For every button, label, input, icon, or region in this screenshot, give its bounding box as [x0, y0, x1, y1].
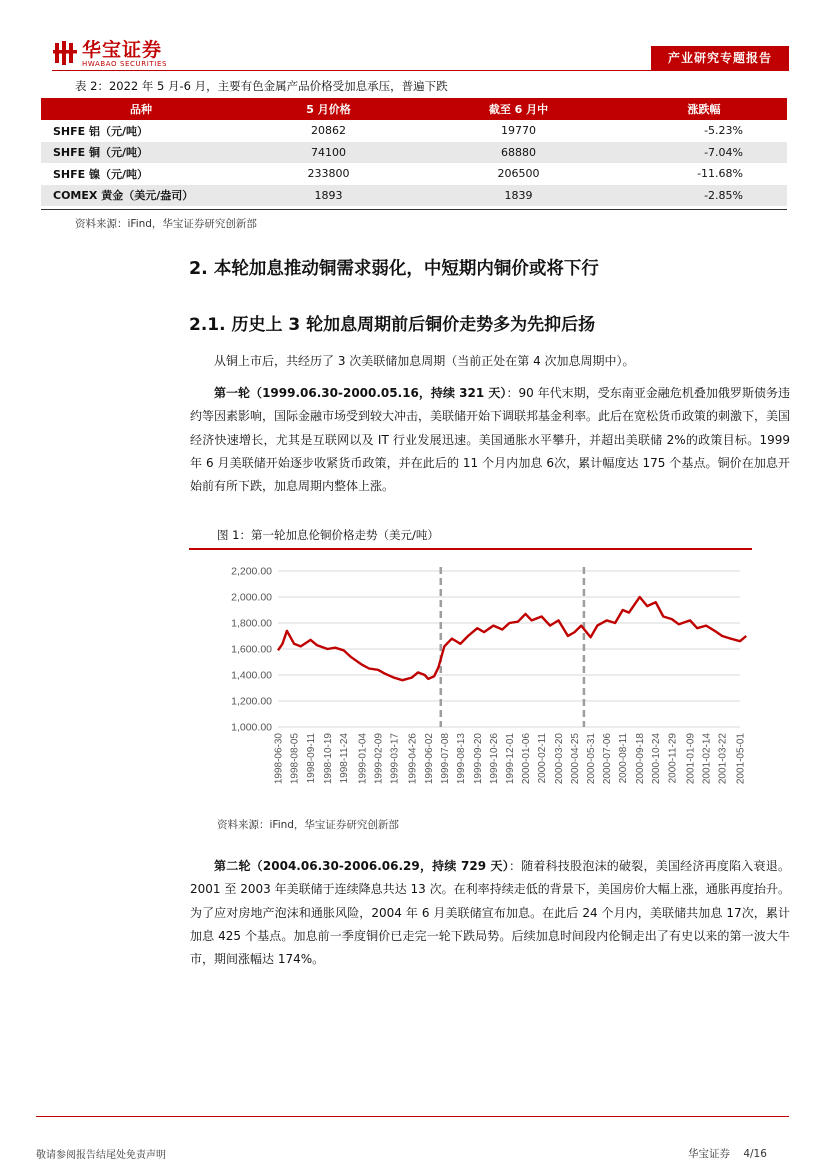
- y-tick-label: 2,200.00: [231, 565, 272, 578]
- paragraph-round-1: [190, 382, 790, 498]
- table-caption: 表 2：2022 年 5 月-6 月，主要有色金属产品价格受加息承压，普遍下跌: [75, 79, 448, 93]
- table-row: [41, 163, 787, 185]
- table-cell-name: SHFE 铜（元/吨）: [41, 142, 241, 164]
- x-tick-label: 1999-07-08: [439, 733, 451, 785]
- x-tick-label: 1999-02-09: [373, 733, 385, 785]
- y-tick-label: 2,000.00: [231, 591, 272, 604]
- paragraph-round-2: [190, 855, 790, 971]
- table-header-cell: 截至 6 月中: [416, 98, 621, 120]
- y-tick-label: 1,600.00: [231, 643, 272, 656]
- table-cell-name: SHFE 镍（元/吨）: [53, 167, 149, 181]
- table-cell-name: COMEX 黄金（美元/盎司）: [41, 185, 241, 207]
- table-header-cell: 品种: [41, 98, 241, 120]
- x-tick-label: 1998-10-19: [323, 733, 334, 785]
- round-2-title: 第二轮（2004.06.30-2006.06.29，持续 729 天）: [214, 859, 509, 873]
- x-tick-label: 2000-02-11: [537, 733, 549, 784]
- table-row: [41, 120, 787, 142]
- table-cell-june: 68880: [416, 142, 621, 164]
- x-tick-label: 1999-06-02: [423, 733, 435, 785]
- y-tick-label: 1,800.00: [231, 617, 272, 630]
- logo-mark-icon: [52, 40, 78, 66]
- table-cell-name: SHFE 铝（元/吨）: [53, 124, 149, 138]
- table-header-cell: 涨跌幅: [621, 98, 787, 120]
- table-cell-change: -7.04%: [621, 142, 787, 164]
- x-tick-label: 1998-08-05: [289, 733, 301, 785]
- company-logo: [52, 40, 167, 69]
- x-tick-label: 1999-04-26: [407, 733, 419, 785]
- section-heading: 2. 本轮加息推动铜需求弱化，中短期内铜价或将下行: [189, 259, 599, 279]
- round-2-text: ：随着科技股泡沫的破裂，美国经济再度陷入衰退。2001 至 2003 年美联储于连续降息共达 13 次。在利率持续走低的背景下，美国房价大幅上涨，通胀再度抬升。为了应对房地产泡沫和通胀风险，2004 年 6 月美联储宣布加息。在此后 24 个月内，美联储共加息 17次，累计加息 425 个基点。加息前一季度铜价已走完一轮下跌局势。后续加息时间段内伦铜走出了有史以来的第一波大牛市，期间涨幅达 174%。: [190, 859, 790, 967]
- x-tick-label: 1998-09-11: [306, 733, 318, 784]
- x-tick-label: 1999-08-13: [455, 733, 467, 785]
- table-header-row: [41, 98, 787, 120]
- table-cell-june: 19770: [501, 124, 536, 138]
- footer-page-info: [688, 1146, 767, 1161]
- figure-source: 资料来源：iFind，华宝证券研究创新部: [217, 819, 399, 831]
- table-cell-change: -5.23%: [704, 124, 743, 138]
- logo-name-en: HWABAO SECURITIES: [82, 60, 168, 68]
- x-tick-label: 2000-03-20: [554, 733, 565, 785]
- table-bottom-rule: [41, 209, 787, 210]
- x-tick-label: 2000-09-18: [635, 733, 647, 785]
- x-tick-label: 2001-05-01: [735, 733, 747, 785]
- x-tick-label: 2000-01-06: [521, 733, 532, 785]
- table-cell-may: 233800: [307, 167, 350, 181]
- price-table: [41, 98, 787, 206]
- figure-top-rule: [189, 548, 752, 550]
- table-cell-june: 1839: [416, 185, 621, 207]
- table-cell-change: -2.85%: [621, 185, 787, 207]
- x-tick-label: 1999-10-26: [488, 733, 500, 785]
- x-tick-label: 1999-01-04: [357, 733, 369, 785]
- table-cell-june: 206500: [497, 167, 540, 181]
- header-divider: [52, 70, 789, 71]
- x-tick-label: 1999-12-01: [504, 733, 516, 785]
- x-tick-label: 2000-05-31: [586, 733, 598, 785]
- x-tick-label: 2000-07-06: [602, 733, 614, 785]
- report-type-badge: 产业研究专题报告: [651, 46, 789, 70]
- x-tick-label: 2000-10-24: [651, 733, 663, 785]
- y-tick-label: 1,000.00: [231, 721, 272, 734]
- logo-name-cn: 华宝证券: [82, 39, 163, 61]
- subsection-heading: 2.1. 历史上 3 轮加息周期前后铜价走势多为先抑后扬: [189, 315, 596, 335]
- x-tick-label: 1998-11-24: [339, 733, 351, 784]
- x-tick-label: 2001-02-14: [701, 733, 713, 785]
- round-1-text: ：90 年代末期，受东南亚金融危机叠加俄罗斯债务违约等因素影响，国际金融市场受到较大冲击，美联储开始下调联邦基金利率。此后在宽松货币政策的刺激下，美国经济快速增长，尤其是互联网以及 IT 行业发展迅速。美国通胀水平攀升，并超出美联储 2%的政策目标。1999 年 6 月美联储开始逐步收紧货币政策，并在此后的 11 个月内加息 6次，累计幅度达 175 个基点。铜价在加息开始前有所下跌，加息周期内整体上涨。: [190, 386, 791, 494]
- table-cell-may: 20862: [311, 124, 346, 138]
- table-cell-change: -11.68%: [697, 167, 743, 181]
- footer-divider: [36, 1116, 789, 1117]
- y-tick-label: 1,200.00: [231, 695, 272, 708]
- x-tick-label: 2000-04-25: [570, 733, 582, 785]
- footer-page-number: 4/16: [743, 1148, 767, 1160]
- x-tick-label: 1999-03-17: [389, 733, 401, 785]
- copper-price-line: [278, 597, 746, 680]
- round-1-title: 第一轮（1999.06.30-2000.05.16，持续 321 天）: [214, 386, 507, 400]
- y-tick-label: 1,400.00: [231, 669, 272, 682]
- table-header-cell: 5 月价格: [241, 98, 416, 120]
- intro-paragraph: 从铜上市后，共经历了 3 次美联储加息周期（当前正处在第 4 次加息周期中）。: [214, 354, 635, 368]
- figure-caption: 图 1：第一轮加息伦铜价格走势（美元/吨）: [217, 528, 439, 542]
- footer-company: 华宝证券: [688, 1148, 730, 1160]
- copper-price-chart: [200, 555, 752, 813]
- x-tick-label: 2001-01-09: [685, 733, 697, 785]
- table-cell-may: 74100: [241, 142, 416, 164]
- x-tick-label: 2001-03-22: [717, 733, 729, 785]
- table-cell-may: 1893: [241, 185, 416, 207]
- x-tick-label: 1998-06-30: [273, 733, 285, 785]
- x-tick-label: 1999-09-20: [472, 733, 484, 785]
- table-row: [41, 185, 787, 207]
- x-tick-label: 2000-08-11: [618, 733, 630, 784]
- footer-disclaimer: 敬请参阅报告结尾处免责声明: [36, 1150, 166, 1161]
- x-tick-label: 2000-11-29: [667, 733, 679, 784]
- table-row: [41, 142, 787, 164]
- table-source: 资料来源：iFind，华宝证券研究创新部: [75, 218, 257, 230]
